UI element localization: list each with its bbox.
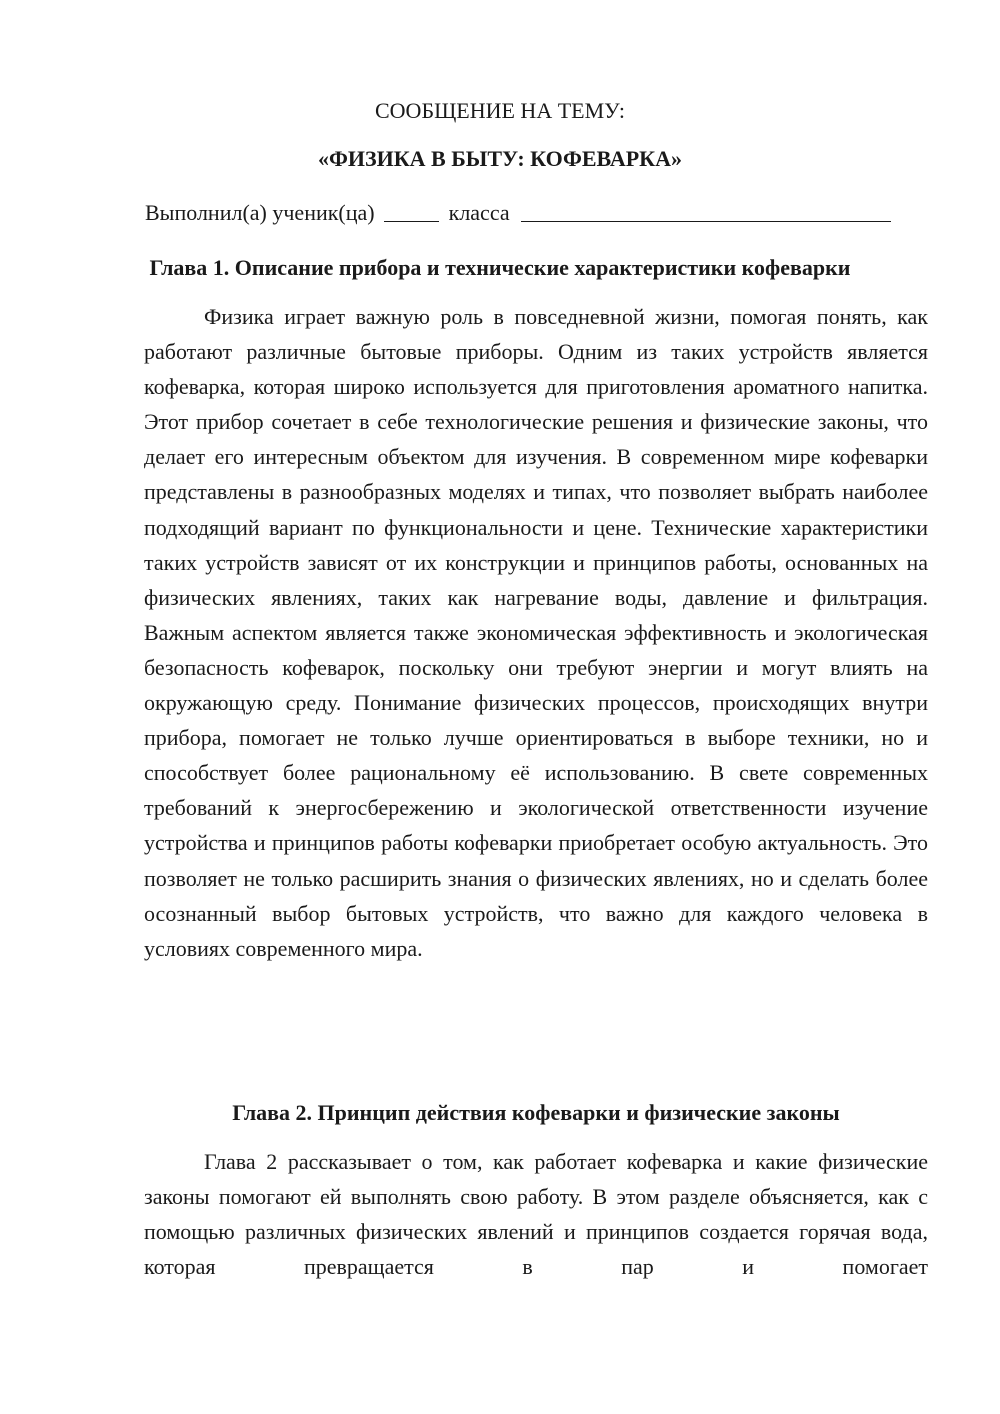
chapter-2-text: Глава 2 рассказывает о том, как работает кофеварка и какие физические законы помогают ей выполнять свою работу. В этом разделе объясняется, как с помощью различных физических явлений и принципов создается горячая вода, которая превращается в пар и помогает <box>144 1149 928 1280</box>
author-label: Выполнил(а) ученик(ца) <box>145 200 375 225</box>
class-number-blank <box>384 199 439 222</box>
class-label: класса <box>448 200 510 225</box>
chapter-2-heading: Глава 2. Принцип действия кофеварки и физические законы <box>232 1100 840 1125</box>
chapter-1-text: Физика играет важную роль в повседневной жизни, помогая понять, как работают различные бытовые приборы. Одним из таких устройств является кофеварка, которая широко используется для приготовления ароматного напитка. Этот прибор сочетает в себе технологические решения и физические законы, что делает его интересным объектом для изучения. В современном мире кофеварки представлены в разнообразных моделях и типах, что позволяет выбрать наиболее подходящий вариант по функциональности и цене. Технические характеристики таких устройств зависят от их конструкции и принципов работы, основанных на физических явлениях, таких как нагревание воды, давление и фильтрация. Важным аспектом является также экономическая эффективность и экологическая безопасность кофеварок, поскольку они требуют энергии и могут влиять на окружающую среду. Понимание физических процессов, происходящих внутри прибора, помогает не только лучше ориентироваться в выборе техники, но и способствует более рациональному её использованию. В свете современных требований к энергосбережению и экологической ответственности изучение устройства и принципов работы кофеварки приобретает особую актуальность. Это позволяет не только расширить знания о физических явлениях, но и сделать более осознанный выбор бытовых устройств, что важно для каждого человека в условиях современного мира. <box>144 304 928 961</box>
chapter-1-heading: Глава 1. Описание прибора и технические характеристики кофеварки <box>149 255 851 280</box>
author-line <box>145 197 935 228</box>
title-line-1: СООБЩЕНИЕ НА ТЕМУ: <box>375 98 625 123</box>
student-name-blank <box>521 199 891 222</box>
title-line-2: «ФИЗИКА В БЫТУ: КОФЕВАРКА» <box>317 146 682 171</box>
